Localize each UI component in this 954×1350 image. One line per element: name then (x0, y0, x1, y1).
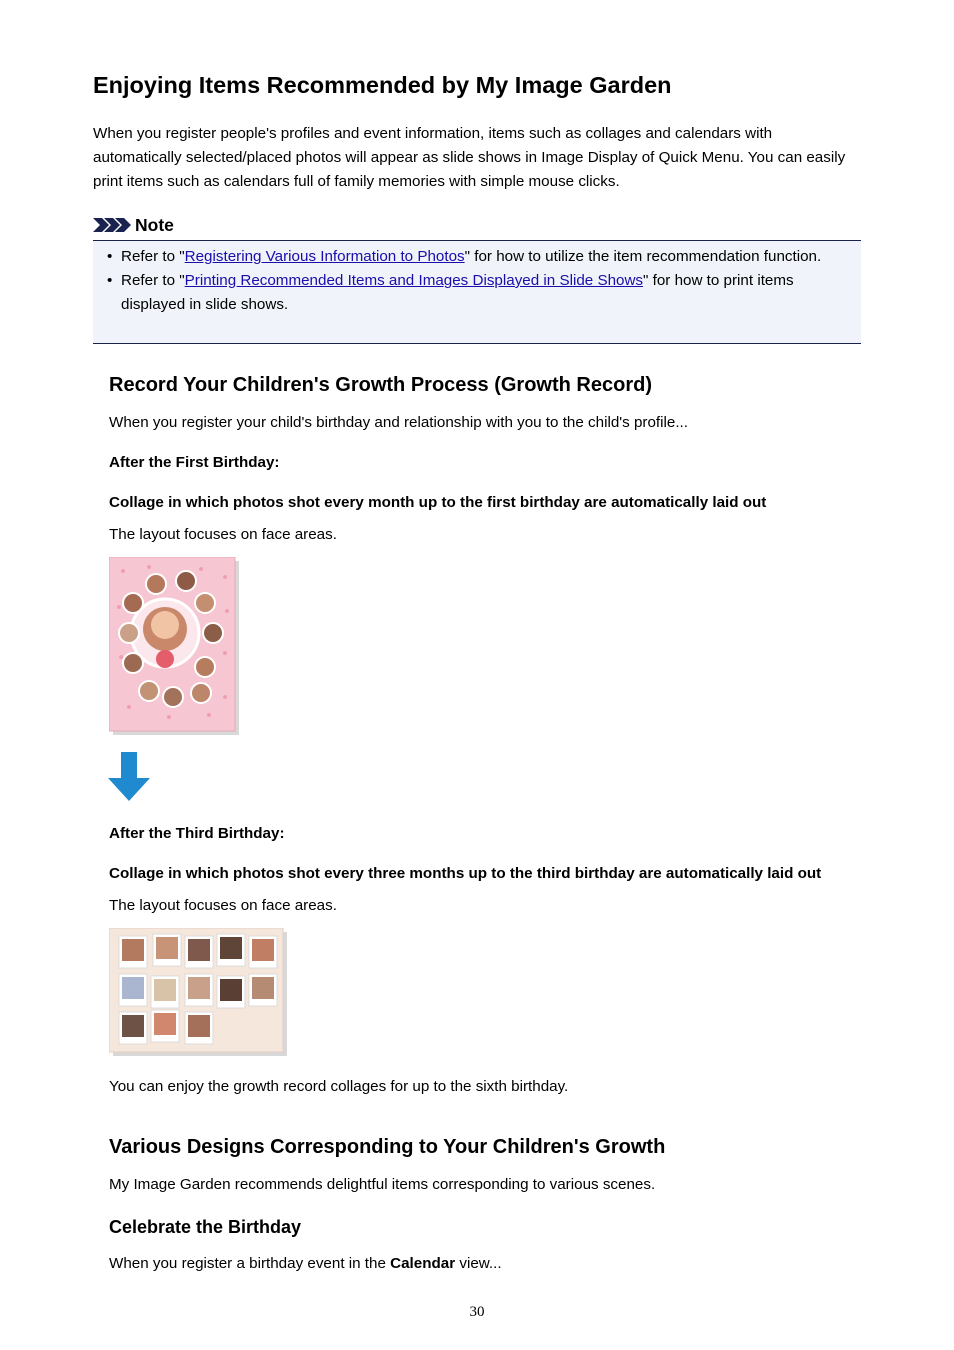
first-birthday-collage-image (109, 557, 239, 735)
note-header (93, 212, 174, 238)
celebrate-birthday-description (109, 1253, 502, 1275)
third-birthday-layout-note: The layout focuses on face areas. (109, 897, 337, 914)
note-item: • Refer to "Printing Recommended Items and Images Displayed in Slide Shows" for how to print items displayed in slide shows. (107, 272, 794, 313)
various-designs-heading: Various Designs Corresponding to Your Children's Growth (109, 1136, 666, 1158)
third-birthday-collage-image (109, 928, 287, 1056)
note-label: Note (135, 214, 174, 235)
various-designs-description: My Image Garden recommends delightful items corresponding to various scenes. (109, 1176, 656, 1193)
first-birthday-layout-note: The layout focuses on face areas. (109, 526, 337, 543)
celebrate-birthday-heading: Celebrate the Birthday (109, 1217, 302, 1237)
printing-recommended-link[interactable]: Printing Recommended Items and Images Displayed in Slide Shows (184, 272, 644, 289)
note-arrows-icon (93, 216, 131, 234)
growth-record-enjoy-note: You can enjoy the growth record collages for up to the sixth birthday. (109, 1078, 569, 1095)
birthday-text-prefix: When you register a birthday event in the (109, 1255, 391, 1272)
page-title: Enjoying Items Recommended by My Image Garden (93, 72, 672, 98)
down-arrow-icon (108, 752, 150, 802)
note-item-suffix: " for how to print items displayed in slide shows. (121, 272, 794, 313)
calendar-view-label: Calendar (390, 1255, 456, 1272)
note-item-prefix: Refer to " (121, 272, 185, 289)
growth-record-heading: Record Your Children's Growth Process (Growth Record) (109, 374, 652, 396)
third-birthday-collage-title: Collage in which photos shot every three months up to the third birthday are automatically laid out (109, 865, 822, 882)
page-number: 30 (469, 1304, 485, 1320)
note-item-suffix: " for how to utilize the item recommendation function. (464, 248, 822, 265)
note-box (93, 240, 861, 344)
growth-record-description: When you register your child's birthday and relationship with you to the child's profile... (109, 414, 689, 431)
third-birthday-label: After the Third Birthday: (109, 825, 285, 842)
birthday-text-suffix: view... (455, 1255, 502, 1272)
note-list (93, 241, 861, 317)
first-birthday-collage-title: Collage in which photos shot every month up to the first birthday are automatically laid out (109, 494, 767, 511)
note-item: • Refer to "Registering Various Information to Photos" for how to utilize the item recommendation function. (107, 248, 822, 265)
intro-paragraph: When you register people's profiles and event information, items such as collages and calendars with automatically selected/placed photos will appear as slide shows in Image Display of Quick Menu. You can easily print items such as calendars full of family memories with simple mouse clicks. (93, 125, 846, 190)
note-item-prefix: Refer to " (121, 248, 185, 265)
registering-info-link[interactable]: Registering Various Information to Photos (184, 248, 465, 265)
first-birthday-label: After the First Birthday: (109, 454, 280, 471)
